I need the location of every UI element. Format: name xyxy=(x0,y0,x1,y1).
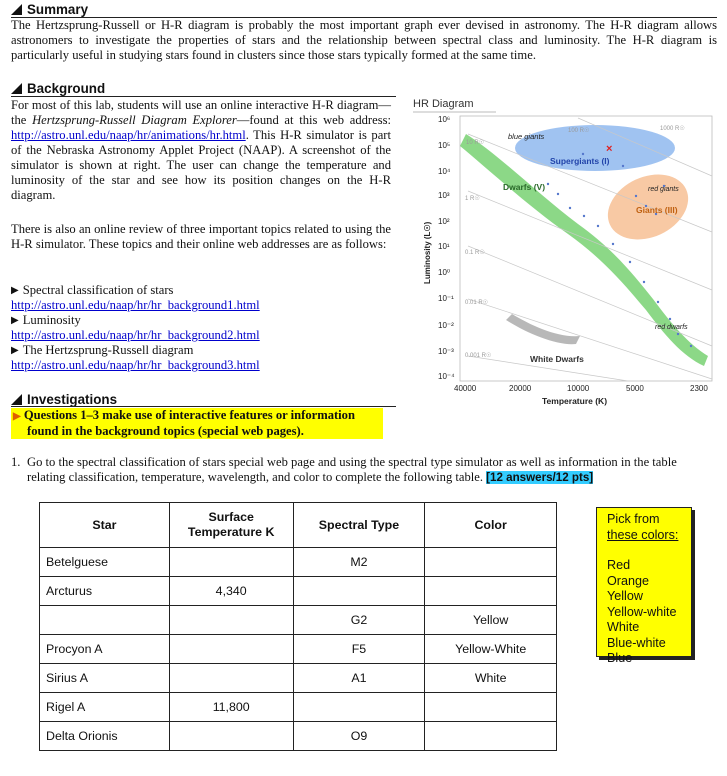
topic-link-3[interactable]: http://astro.unl.edu/naap/hr/hr_background3.html xyxy=(11,358,260,372)
svg-text:10⁻³: 10⁻³ xyxy=(438,347,454,356)
svg-text:10⁵: 10⁵ xyxy=(438,141,451,150)
svg-text:10¹: 10¹ xyxy=(438,242,450,251)
hr-title: HR Diagram xyxy=(413,98,474,110)
svg-text:1000 R☉: 1000 R☉ xyxy=(660,126,685,132)
table-row: Delta Orionis O9 xyxy=(40,722,557,751)
svg-text:10⁻⁴: 10⁻⁴ xyxy=(438,372,455,381)
label-giants: Giants (III) xyxy=(636,205,678,215)
triangle-icon xyxy=(11,394,22,405)
label-red-giants: red giants xyxy=(648,186,679,193)
svg-text:20000: 20000 xyxy=(509,384,532,393)
header-color: Color xyxy=(425,503,557,548)
investigations-note: ▶ Questions 1–3 make use of interactive features or information found in the background topics (special web pages). xyxy=(11,408,383,439)
topic-list xyxy=(11,283,401,373)
color-option: Blue xyxy=(607,651,633,665)
color-option: Blue-white xyxy=(607,635,666,650)
color-option: Yellow xyxy=(607,589,643,603)
triangle-icon xyxy=(11,4,22,15)
svg-text:10⁴: 10⁴ xyxy=(438,167,451,176)
svg-text:10⁻¹: 10⁻¹ xyxy=(438,294,454,303)
svg-text:5000: 5000 xyxy=(626,384,644,393)
label-red-dwarfs: red dwarfs xyxy=(655,324,688,331)
list-item: ▶ The Hertzsprung-Russell diagram xyxy=(11,343,194,357)
y-tick-labels xyxy=(438,115,455,381)
hr-diagram xyxy=(408,94,718,408)
svg-text:10⁻²: 10⁻² xyxy=(438,321,454,330)
triangle-icon xyxy=(11,83,22,94)
spectral-table xyxy=(39,502,557,751)
arrow-icon: ▶ xyxy=(11,315,19,326)
color-option: White xyxy=(607,620,640,634)
svg-text:2300: 2300 xyxy=(690,384,708,393)
color-option: Orange xyxy=(607,573,650,588)
simulator-link[interactable]: http://astro.unl.edu/naap/hr/animations/hr.html xyxy=(11,128,246,142)
svg-text:1 R☉: 1 R☉ xyxy=(465,196,480,202)
background-paragraph-2: There is also an online review of three important topics related to using the H-R simulator. These topics and their online web addresses are as follows: xyxy=(11,222,391,251)
x-axis-title: Temperature (K) xyxy=(542,396,608,406)
svg-text:10²: 10² xyxy=(438,217,450,226)
color-option: Yellow-white xyxy=(607,604,677,619)
background-heading: Background xyxy=(11,81,105,96)
svg-text:10⁰: 10⁰ xyxy=(438,268,451,277)
arrow-icon: ▶ xyxy=(11,285,19,296)
background-paragraph-1: For most of this lab, students will use an online interactive H-R diagram—the Hertzsprung-Russell Diagram Explorer—found at this web address: http://astro.unl.edu/naap/hr/animations/hr.html. This H-R simulator is part of the Nebraska Astronomy Applet Project (NAAP). A screenshot of the simulator is shown at right. The user can change the temperature and luminosity of the star and see how its position changes on the H-R diagram. xyxy=(11,98,391,202)
header-temperature: Surface Temperature K xyxy=(169,503,293,548)
svg-text:0.01 R☉: 0.01 R☉ xyxy=(465,300,489,306)
svg-text:10³: 10³ xyxy=(438,191,450,200)
x-tick-labels xyxy=(454,384,708,393)
table-row: Betelguese M2 xyxy=(40,548,557,577)
label-supergiants: Supergiants (I) xyxy=(550,156,610,166)
label-white-dwarfs: White Dwarfs xyxy=(530,354,584,364)
table-row: Rigel A 11,800 xyxy=(40,693,557,722)
points-badge: [12 answers/12 pts] xyxy=(486,471,594,484)
svg-text:10000: 10000 xyxy=(567,384,590,393)
label-dwarfs: Dwarfs (V) xyxy=(503,182,546,192)
list-item: ▶ Spectral classification of stars xyxy=(11,283,174,297)
header-spectral-type: Spectral Type xyxy=(293,503,425,548)
label-blue-giants: blue giants xyxy=(508,132,545,141)
y-axis-title: Luminosity (L☉) xyxy=(423,221,432,284)
list-item: ▶ Luminosity xyxy=(11,313,81,327)
svg-text:100 R☉: 100 R☉ xyxy=(568,128,590,134)
svg-text:0.1 R☉: 0.1 R☉ xyxy=(465,250,485,256)
question-1: 1. Go to the spectral classification of stars special web page and using the spectral type simulator as well as information in the table relating classification, temperature, wavelength, and color to complete the following table. [12 answers/12 pts] xyxy=(11,455,677,484)
star-cursor-icon[interactable]: × xyxy=(606,143,613,155)
table-row: Sirius A A1 White xyxy=(40,664,557,693)
topic-link-2[interactable]: http://astro.unl.edu/naap/hr/hr_background2.html xyxy=(11,328,260,342)
topic-link-1[interactable]: http://astro.unl.edu/naap/hr/hr_background1.html xyxy=(11,298,260,312)
background-rule xyxy=(11,96,396,97)
svg-text:10⁶: 10⁶ xyxy=(438,115,451,124)
table-row: Arcturus 4,340 xyxy=(40,577,557,606)
header-star: Star xyxy=(40,503,170,548)
table-row: Procyon A F5 Yellow-White xyxy=(40,635,557,664)
arrow-icon: ▶ xyxy=(11,345,19,356)
investigations-heading: Investigations xyxy=(11,392,117,407)
color-option: Red xyxy=(607,558,631,572)
arrow-icon: ▶ xyxy=(13,411,21,422)
investigations-rule xyxy=(11,406,396,407)
svg-text:10 R☉: 10 R☉ xyxy=(466,140,485,146)
svg-text:0.001 R☉: 0.001 R☉ xyxy=(465,353,492,359)
color-options-box: Pick from these colors: Red Orange Yellow Yellow-white White Blue-white Blue xyxy=(596,507,692,657)
summary-heading: Summary xyxy=(11,2,88,17)
table-row: G2 Yellow xyxy=(40,606,557,635)
svg-text:40000: 40000 xyxy=(454,384,477,393)
summary-text: The Hertzsprung-Russell or H-R diagram is probably the most important graph ever devised in astronomy. The H-R diagram allows astronomers to investigate the properties of stars and the relationship between spectral class and luminosity. The H-R diagram is particularly useful in studying stars found in clusters since those stars typically formed at the same time. xyxy=(11,18,717,62)
